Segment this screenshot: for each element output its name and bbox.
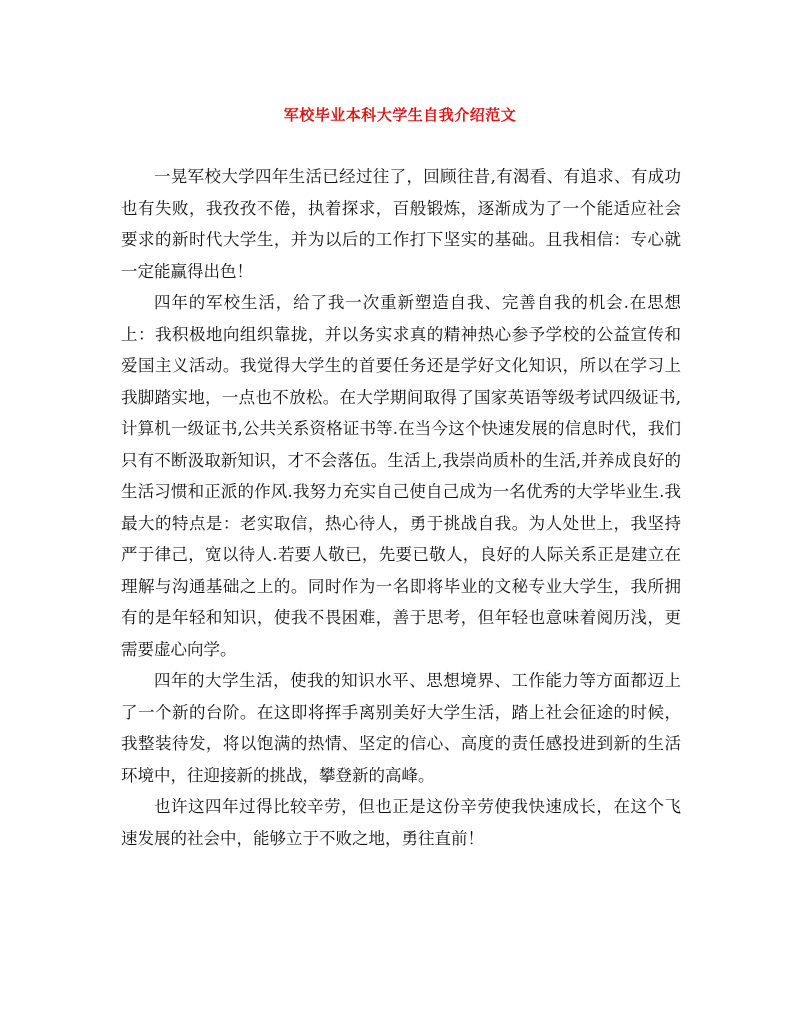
document-title: 军校毕业本科大学生自我介绍范文 xyxy=(283,106,517,124)
paragraph-2: 四年的军校生活，给了我一次重新塑造自我、完善自我的机会.在思想上：我积极地向组织靠拢，并以务实求真的精神热心参予学校的公益宣传和爱国主义活动。我觉得大学生的首要任务还是学好文化知识，所以在学习上我脚踏实地，一点也不放松。在大学期间取得了国家英语等级考试四级证书,计算机一级证书,公共关系资格证书等.在当今这个快速发展的信息时代，我们只有不断汲取新知识，才不会落伍。生活上,我崇尚质朴的生活,并养成良好的生活习惯和正派的作风.我努力充实自己使自己成为一名优秀的大学毕业生.我最大的特点是：老实取信，热心待人，勇于挑战自我。为人处世上，我坚持严于律己，宽以待人.若要人敬已，先要已敬人，良好的人际关系正是建立在理解与沟通基础之上的。同时作为一名即将毕业的文秘专业大学生，我所拥有的是年轻和知识，使我不畏困难，善于思考，但年轻也意味着阅历浅，更需要虚心向学。 xyxy=(121,293,681,659)
paragraph-4: 也许这四年过得比较辛劳，但也正是这份辛劳使我快速成长，在这个飞速发展的社会中，能够立于不败之地，勇往直前！ xyxy=(121,797,681,848)
paragraph-1: 一晃军校大学四年生活已经过往了，回顾往昔,有渴看、有追求、有成功也有失败，我孜孜不倦，执着探求，百般锻炼，逐渐成为了一个能适应社会要求的新时代大学生，并为以后的工作打下坚实的基础。且我相信：专心就一定能赢得出色！ xyxy=(121,167,681,281)
document-body xyxy=(121,161,681,854)
paragraph-3: 四年的大学生活，使我的知识水平、思想境界、工作能力等方面都迈上了一个新的台阶。在这即将挥手离别美好大学生活，踏上社会征途的时候，我整装待发，将以饱满的热情、坚定的信心、高度的责任感投进到新的生活环境中，往迎接新的挑战，攀登新的高峰。 xyxy=(121,671,681,785)
